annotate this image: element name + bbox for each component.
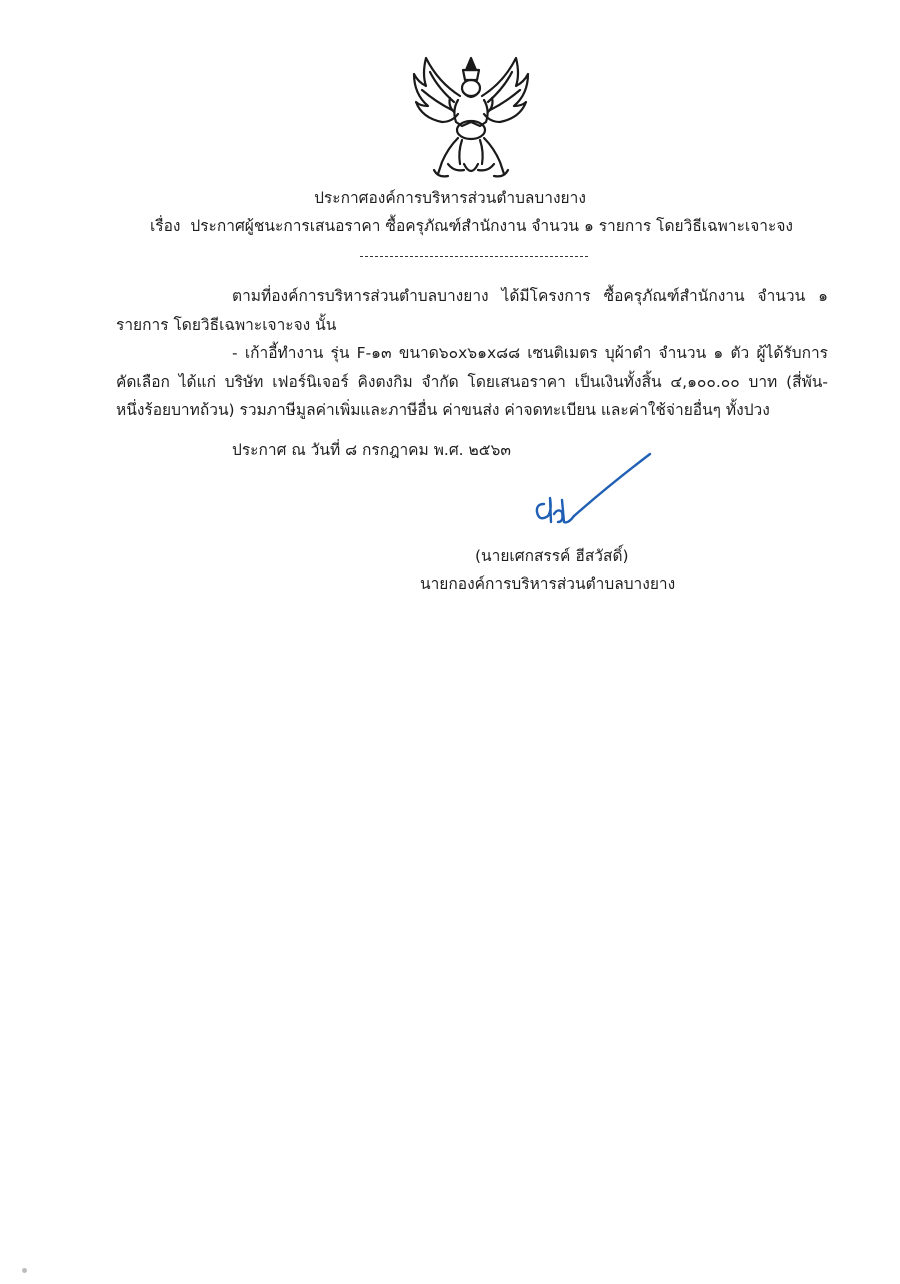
signer-position: นายกองค์การบริหารส่วนตำบลบางยาง — [420, 575, 676, 593]
signer-name: (นายเศกสรรค์ ฮีสวัสดิ์) — [475, 547, 629, 565]
subject-label: เรื่อง — [150, 217, 181, 235]
garuda-emblem-icon — [408, 52, 534, 180]
item-line-1: - เก้าอี้ทำงาน รุ่น F-๑๓ ขนาด๖๐x๖๑x๘๘ เซนติเมตร บุผ้าดำ จำนวน ๑ ตัว ผู้ได้รับการ — [232, 344, 828, 362]
announcement-date: ประกาศ ณ วันที่ ๘ กรกฎาคม พ.ศ. ๒๕๖๓ — [232, 441, 511, 459]
subject-line — [150, 216, 793, 236]
announcement-org-line: ประกาศองค์การบริหารส่วนตำบลบางยาง — [314, 189, 586, 207]
item-line-2: คัดเลือก ได้แก่ บริษัท เฟอร์นิเจอร์ คิงตงกิม จำกัด โดยเสนอราคา เป็นเงินทั้งสิ้น ๔,๑๐๐.๐๐ บาท (สี่พัน- — [116, 373, 828, 391]
paragraph-1-line-1: ตามที่องค์การบริหารส่วนตำบลบางยาง ได้มีโครงการ ซื้อครุภัณฑ์สำนักงาน จำนวน ๑ — [232, 287, 828, 305]
item-line-3: หนึ่งร้อยบาทถ้วน) รวมภาษีมูลค่าเพิ่มและภาษีอื่น ค่าขนส่ง ค่าจดทะเบียน และค่าใช้จ่ายอื่นๆ ทั้งปวง — [116, 401, 770, 419]
title-divider — [360, 256, 588, 257]
scan-speck — [22, 1268, 27, 1273]
paragraph-1-line-2: รายการ โดยวิธีเฉพาะเจาะจง นั้น — [116, 316, 337, 334]
handwritten-signature-icon — [528, 452, 654, 528]
subject-text: ประกาศผู้ชนะการเสนอราคา ซื้อครุภัณฑ์สำนักงาน จำนวน ๑ รายการ โดยวิธีเฉพาะเจาะจง — [190, 217, 793, 235]
